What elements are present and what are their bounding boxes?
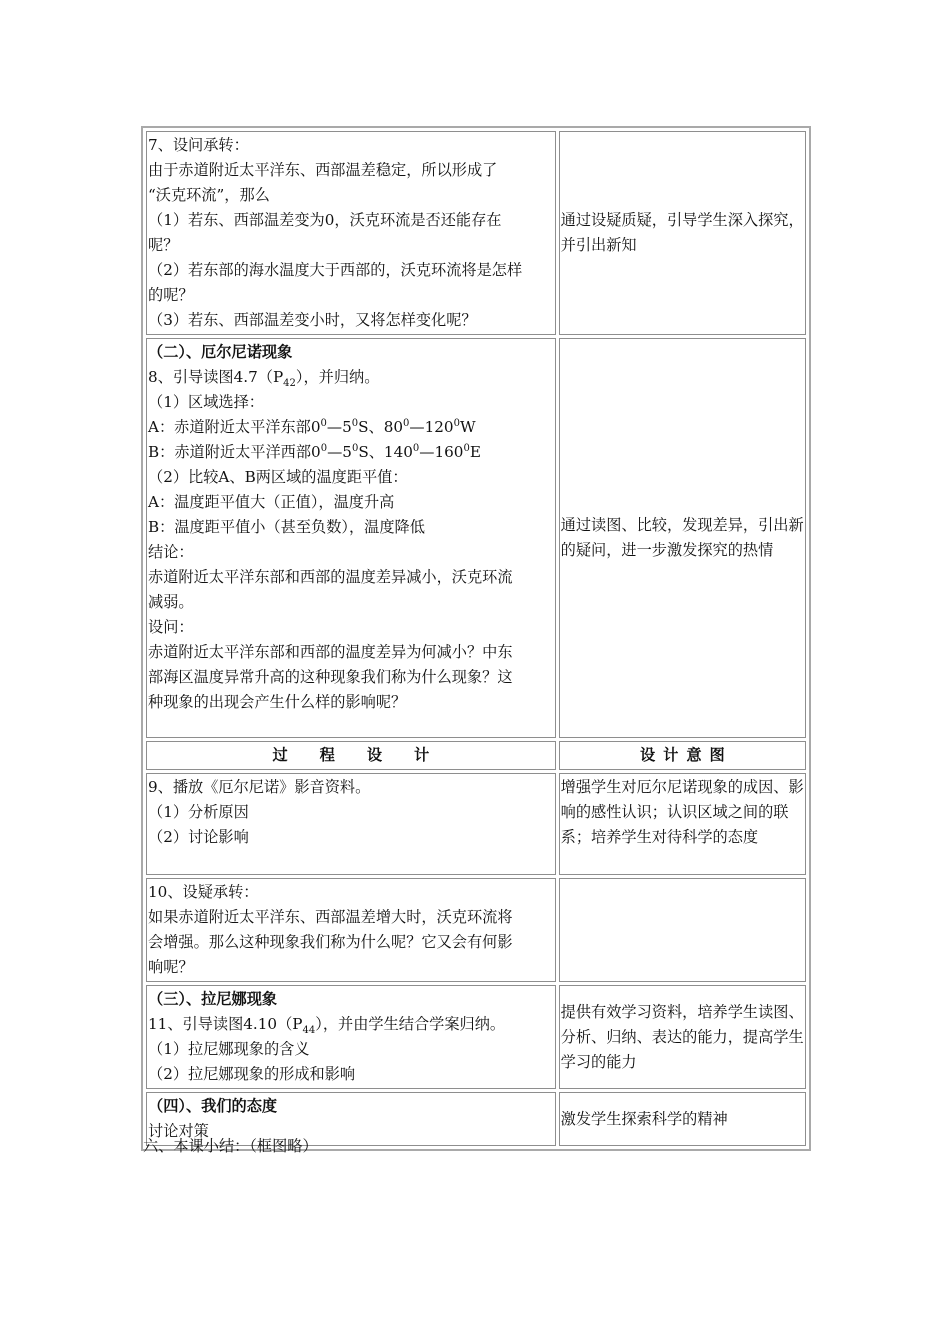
- text-line: （2）若东部的海水温度大于西部的，沃克环流将是怎样: [148, 261, 523, 279]
- text-line: 呢？: [148, 236, 179, 254]
- process-cell: [146, 338, 556, 738]
- process-cell: [146, 773, 556, 875]
- text-line: B：温度距平值小（甚至负数），温度降低: [148, 518, 425, 536]
- text-line: “沃克环流”，那么: [148, 186, 270, 204]
- text-line: （1）若东、西部温差变为0，沃克环流是否还能存在: [148, 211, 502, 229]
- intent-text: 激发学生探索科学的精神: [560, 1109, 728, 1128]
- intent-cell: [559, 773, 806, 875]
- process-cell: [146, 131, 556, 335]
- text-line: （3）若东、西部温差变小时，又将怎样变化呢？: [148, 311, 477, 329]
- intent-text: 提供有效学习资料，培养学生读图、分析、归纳、表达的能力，提高学生学习的能力: [560, 1002, 804, 1071]
- text-line: 赤道附近太平洋东部和西部的温度差异为何减小？中东: [148, 643, 513, 661]
- intent-cell: [559, 878, 806, 982]
- design-intent-header: 设 计 意 图: [559, 741, 806, 770]
- text-line: 10、设疑承转：: [148, 883, 259, 901]
- text-line: （1）区域选择：: [148, 393, 264, 411]
- section-heading: （二）、厄尔尼诺现象: [148, 343, 293, 361]
- text-line: 响呢？: [148, 958, 194, 976]
- intent-cell: [559, 985, 806, 1089]
- intent-text: 通过读图、比较，发现差异，引出新的疑问，进一步激发探究的热情: [560, 516, 804, 559]
- intent-text: 增强学生对厄尔尼诺现象的成因、影响的感性认识；认识区域之间的联系；培养学生对待科学的态度: [560, 778, 804, 846]
- process-design-header: 过 程 设 计: [146, 741, 556, 770]
- text-line: 减弱。: [148, 593, 194, 611]
- text-line: 讨论对策: [148, 1122, 209, 1140]
- process-cell: [146, 878, 556, 982]
- text-line: 会增强。那么这种现象我们称为什么呢？它又会有何影: [148, 933, 513, 951]
- process-cell: [146, 985, 556, 1089]
- text-line: 9、播放《厄尔尼诺》影音资料。: [148, 778, 371, 796]
- header-row: [146, 741, 806, 770]
- text-line: （2）拉尼娜现象的形成和影响: [148, 1065, 356, 1083]
- text-line: 的呢？: [148, 286, 194, 304]
- lesson-summary: 六、本课小结：（框图略）: [143, 1137, 318, 1155]
- text-line: （2）讨论影响: [148, 828, 249, 846]
- intent-text: 通过设疑质疑，引导学生深入探究，并引出新知: [560, 211, 804, 254]
- table-row: [146, 878, 806, 982]
- text-line: 8、引导读图$4.7(P_{42})$，并归纳。: [148, 368, 380, 390]
- text-line: 部海区温度异常升高的这种现象我们称为什么现象？这: [148, 668, 513, 686]
- text-line: A：温度距平值大（正值），温度升高: [148, 493, 395, 511]
- text-line: 11、引导读图$4.10(P_{44})$，并由学生结合学案归纳。: [148, 1015, 506, 1037]
- table-row: [146, 773, 806, 875]
- text-line: 如果赤道附近太平洋东、西部温差增大时，沃克环流将: [148, 908, 513, 926]
- table-row: [146, 338, 806, 738]
- text-line: （1）分析原因: [148, 803, 249, 821]
- text-line: 7、设问承转：: [148, 136, 249, 154]
- intent-cell: [559, 338, 806, 738]
- text-line: 赤道附近太平洋东部和西部的温度差异减小，沃克环流: [148, 568, 513, 586]
- region-b-line: B：赤道附近太平洋西部$0^0—5^0S$、$140^0—160^0E$: [148, 442, 481, 461]
- intent-cell: [559, 1092, 806, 1146]
- section-heading: （四）、我们的态度: [148, 1097, 278, 1115]
- intent-cell: [559, 131, 806, 335]
- text-line: （2）比较A、B两区域的温度距平值：: [148, 468, 408, 486]
- table-row: [146, 985, 806, 1089]
- region-a-line: A：赤道附近太平洋东部$0^0—5^0S$、$80^0—120^0W$: [148, 417, 476, 436]
- text-line: 结论：: [148, 543, 194, 561]
- text-line: （1）拉尼娜现象的含义: [148, 1040, 310, 1058]
- table-row: [146, 131, 806, 335]
- section-heading: （三）、拉尼娜现象: [148, 990, 278, 1008]
- text-line: 由于赤道附近太平洋东、西部温差稳定，所以形成了: [148, 161, 498, 179]
- lesson-table: [141, 126, 811, 1151]
- text-line: 设问：: [148, 618, 194, 636]
- text-line: 种现象的出现会产生什么样的影响呢？: [148, 693, 407, 711]
